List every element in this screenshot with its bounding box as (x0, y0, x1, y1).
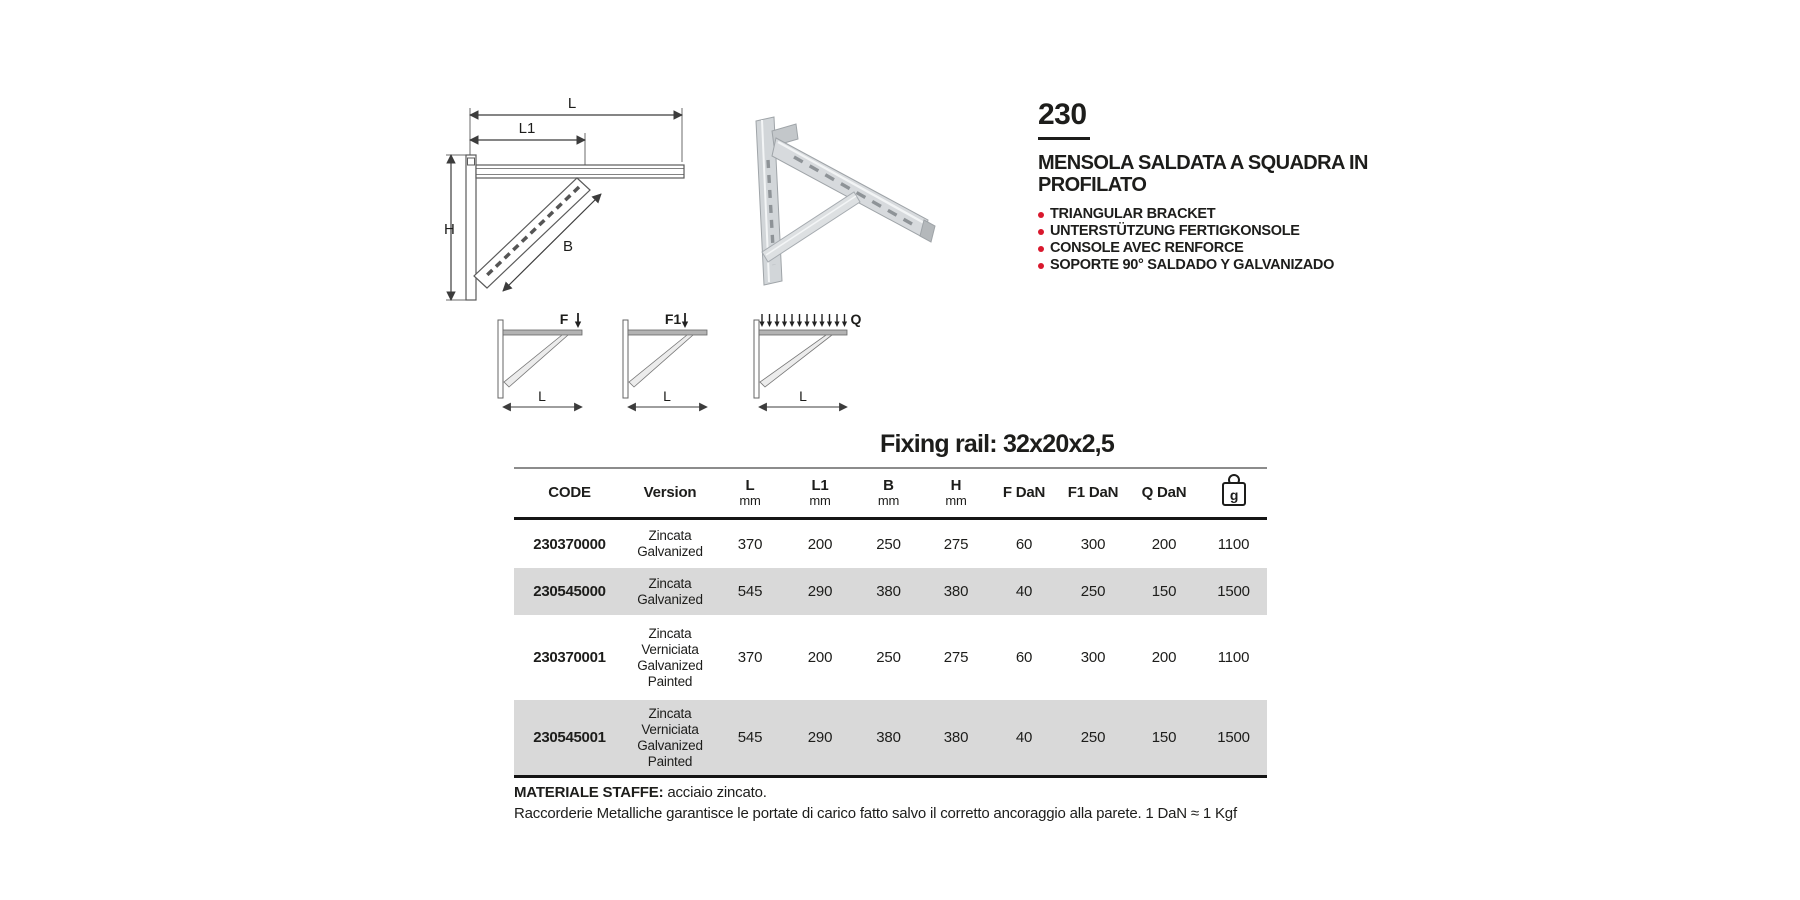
cell-weight: 1100 (1217, 535, 1250, 553)
cell-B: 380 (876, 583, 901, 600)
dim-label-L: L (567, 95, 577, 112)
distributed-load-arrows (759, 314, 847, 327)
cell-B: 250 (876, 649, 901, 666)
table-body (514, 520, 1267, 775)
cell-Q: 200 (1151, 535, 1177, 553)
feature-label: CONSOLE AVEC RENFORCE (1050, 240, 1244, 257)
footnote-material-value: acciaio zincato. (663, 784, 767, 801)
col-header-version: Version (643, 483, 697, 501)
footnote-material-label: MATERIALE STAFFE: (514, 784, 664, 801)
cell-B: 380 (876, 729, 901, 746)
cell-weight: 1500 (1217, 729, 1250, 746)
col-header-L1: L1 mm (809, 476, 831, 509)
cell-code: 230545000 (533, 583, 606, 600)
col-header-F: F DaN (1002, 483, 1046, 501)
footnote-disclaimer: Raccorderie Metalliche garantisce le portate di carico fatto salvo il corretto ancoraggio alla parete. 1 DaN ≈ 1 Kgf (514, 805, 1237, 822)
load-diagram-Q (748, 308, 862, 416)
cell-F: 60 (1015, 649, 1033, 666)
wall-plate-hook (468, 158, 475, 165)
feature-item (1038, 240, 1368, 257)
dim-label-L1: L1 (518, 120, 536, 137)
cell-code: 230370001 (533, 649, 606, 666)
diagonal-brace (474, 178, 590, 288)
cell-H: 380 (943, 583, 969, 600)
technical-drawing (443, 88, 695, 306)
col-header-Q: Q DaN (1141, 483, 1187, 501)
cell-code: 230370000 (533, 535, 606, 553)
title-block (1038, 100, 1368, 274)
footnote-material (514, 782, 1274, 803)
feature-item (1038, 223, 1368, 240)
cell-version: Zincata Verniciata Galvanized Painted (637, 625, 703, 689)
product-code: 230 (1038, 98, 1087, 131)
code-underline (1038, 137, 1090, 140)
wall-plate (466, 155, 476, 300)
load-diagram-F (492, 308, 594, 416)
force-label-F1: F1 (664, 311, 682, 327)
bracket-arm (476, 165, 684, 178)
weight-unit-label: g (1229, 486, 1238, 503)
force-label-F: F (559, 311, 569, 327)
bullet-icon (1038, 263, 1044, 269)
cell-version: Zincata Galvanized (637, 575, 703, 607)
cell-L: 370 (737, 535, 763, 553)
cell-L: 545 (737, 729, 763, 746)
bullet-icon (1038, 229, 1044, 235)
cell-F: 40 (1015, 583, 1033, 600)
col-header-B: B mm (877, 476, 900, 509)
feature-label: TRIANGULAR BRACKET (1050, 206, 1216, 223)
table-row (514, 615, 1267, 700)
product-title-line1: MENSOLA SALDATA A SQUADRA IN (1038, 152, 1368, 174)
cell-Q: 150 (1151, 583, 1177, 600)
table-header-row (514, 467, 1267, 520)
load-diagram-F1 (617, 308, 719, 416)
cell-L1: 290 (807, 729, 833, 746)
feature-item (1038, 206, 1368, 223)
cell-H: 275 (943, 649, 969, 666)
cell-weight: 1500 (1217, 583, 1250, 600)
product-title-line2: PROFILATO (1038, 173, 1147, 196)
table-bottom-border (514, 775, 1267, 778)
cell-L: 545 (737, 583, 763, 600)
col-header-L: L mm (739, 476, 761, 509)
feature-item (1038, 257, 1368, 274)
feature-list (1038, 206, 1368, 274)
cell-F1: 250 (1080, 583, 1106, 600)
cell-version: Zincata Verniciata Galvanized Painted (637, 705, 703, 769)
dim-label-B: B (563, 238, 574, 255)
bullet-icon (1038, 246, 1044, 252)
footnotes (514, 782, 1274, 824)
cell-L1: 290 (807, 583, 833, 600)
col-header-weight (1219, 473, 1249, 514)
table-row (514, 568, 1267, 615)
cell-Q: 200 (1151, 649, 1177, 666)
cell-F1: 300 (1080, 535, 1106, 553)
feature-label: UNTERSTÜTZUNG FERTIGKONSOLE (1050, 223, 1300, 240)
col-header-F1: F1 DaN (1067, 483, 1119, 501)
cell-L: 370 (737, 649, 763, 666)
cell-F: 60 (1015, 535, 1033, 553)
force-label-Q: Q (850, 311, 862, 327)
cell-B: 250 (876, 535, 901, 553)
cell-Q: 150 (1151, 729, 1177, 746)
cell-L1: 200 (807, 649, 833, 666)
spec-table (514, 467, 1267, 778)
cell-F: 40 (1015, 729, 1033, 746)
cell-weight: 1100 (1217, 649, 1250, 666)
length-label: L (663, 388, 671, 404)
product-photo (698, 105, 938, 300)
cell-F1: 300 (1080, 649, 1106, 666)
product-title (1038, 153, 1368, 196)
col-header-code: CODE (548, 483, 591, 501)
bullet-icon (1038, 212, 1044, 218)
cell-code: 230545001 (533, 729, 606, 746)
length-label: L (799, 388, 807, 404)
cell-L1: 200 (807, 535, 833, 553)
weight-grams-icon (1219, 473, 1249, 509)
cell-version: Zincata Galvanized (637, 528, 703, 559)
length-label: L (538, 388, 546, 404)
dim-label-H: H (444, 221, 455, 238)
fixing-rail-heading: Fixing rail: 32x20x2,5 (880, 430, 1114, 458)
cell-F1: 250 (1080, 729, 1106, 746)
cell-H: 380 (943, 729, 969, 746)
feature-label: SOPORTE 90° SALDADO Y GALVANIZADO (1050, 257, 1335, 274)
table-row (514, 520, 1267, 568)
cell-H: 275 (943, 535, 969, 553)
table-row (514, 700, 1267, 775)
col-header-H: H mm (945, 476, 967, 509)
